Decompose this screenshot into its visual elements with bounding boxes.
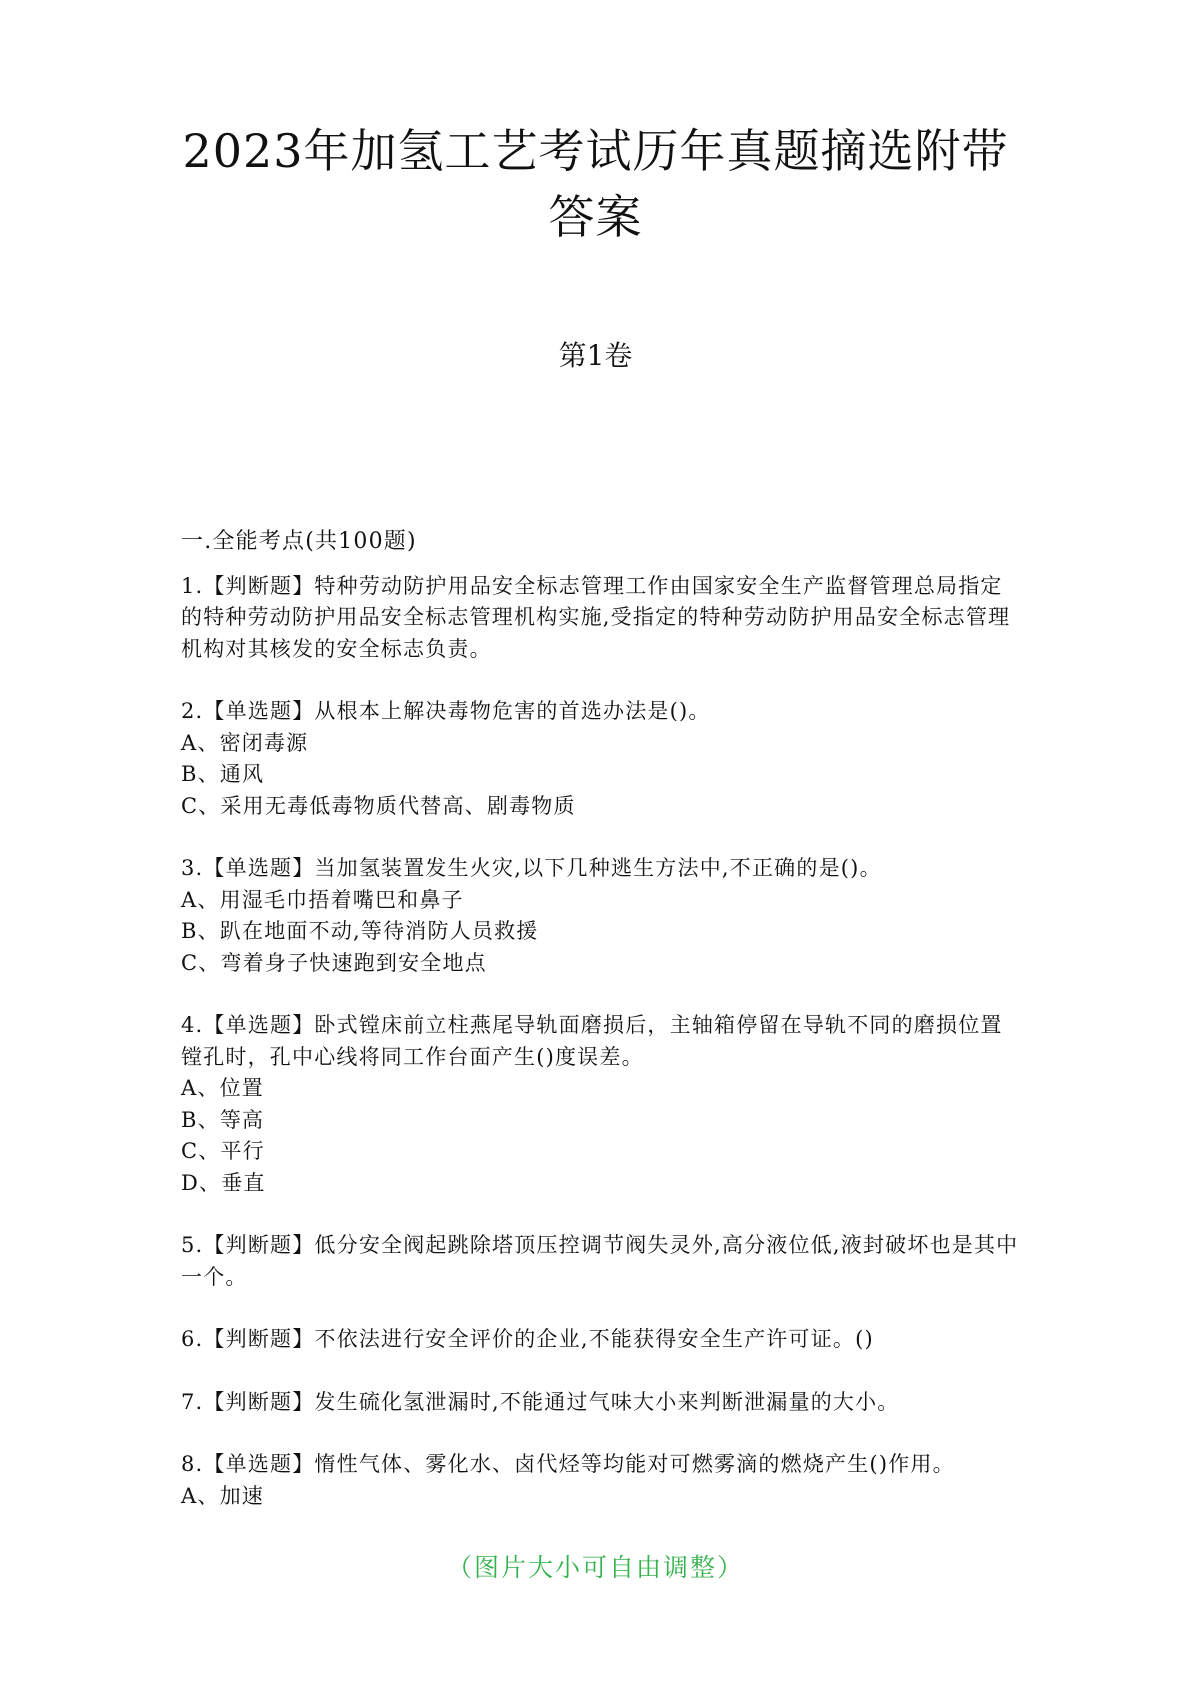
section-heading: 一.全能考点(共100题) <box>181 529 417 554</box>
question-item <box>181 696 1021 822</box>
question-item <box>181 1324 1021 1356</box>
document-title-line-2: 答案 <box>548 190 643 244</box>
question-stem: 1.【判断题】特种劳动防护用品安全标志管理工作由国家安全生产监督管理总局指定的特种劳动防护用品安全标志管理机构实施,受指定的特种劳动防护用品安全标志管理机构对其核发的安全标志负责。 <box>181 573 1011 661</box>
question-item <box>181 853 1021 979</box>
question-item <box>181 1449 1021 1512</box>
footer-note: （图片大小可自由调整） <box>446 1553 744 1582</box>
question-item <box>181 571 1021 666</box>
question-stem: 6.【判断题】不依法进行安全评价的企业,不能获得安全生产许可证。() <box>181 1327 874 1351</box>
question-stem: 4.【单选题】卧式镗床前立柱燕尾导轨面磨损后，主轴箱停留在导轨不同的磨损位置镗孔时，孔中心线将同工作台面产生()度误差。 <box>181 1013 1003 1069</box>
question-stem: 3.【单选题】当加氢装置发生火灾,以下几种逃生方法中,不正确的是()。 <box>181 856 882 880</box>
question-option: B、等高 <box>181 1107 265 1132</box>
question-option: C、弯着身子快速跑到安全地点 <box>181 950 487 975</box>
document-title-line-1: 2023年加氢工艺考试历年真题摘选附带 <box>182 124 1009 178</box>
document-title <box>0 118 1191 250</box>
question-option: B、通风 <box>181 762 265 786</box>
question-option: D、垂直 <box>181 1170 266 1195</box>
question-option: A、加速 <box>181 1483 264 1508</box>
question-option: A、密闭毒源 <box>181 730 309 755</box>
question-stem: 5.【判断题】低分安全阀起跳除塔顶压控调节阀失灵外,高分液位低,液封破坏也是其中一个。 <box>181 1233 1019 1289</box>
question-option: C、平行 <box>181 1139 265 1163</box>
question-option: B、趴在地面不动,等待消防人员救援 <box>181 919 539 943</box>
question-option: A、用湿毛巾捂着嘴巴和鼻子 <box>181 887 464 912</box>
question-list <box>181 526 1021 1543</box>
question-option: C、采用无毒低毒物质代替高、剧毒物质 <box>181 793 576 818</box>
question-item <box>181 1387 1021 1419</box>
volume-label: 第1卷 <box>558 339 633 372</box>
question-stem: 7.【判断题】发生硫化氢泄漏时,不能通过气味大小来判断泄漏量的大小。 <box>181 1389 900 1414</box>
question-item <box>181 1010 1021 1199</box>
question-option: A、位置 <box>181 1076 264 1100</box>
question-stem: 8.【单选题】惰性气体、雾化水、卤代烃等均能对可燃雾滴的燃烧产生()作用。 <box>181 1452 955 1476</box>
question-item <box>181 1230 1021 1293</box>
question-stem: 2.【单选题】从根本上解决毒物危害的首选办法是()。 <box>181 699 711 723</box>
